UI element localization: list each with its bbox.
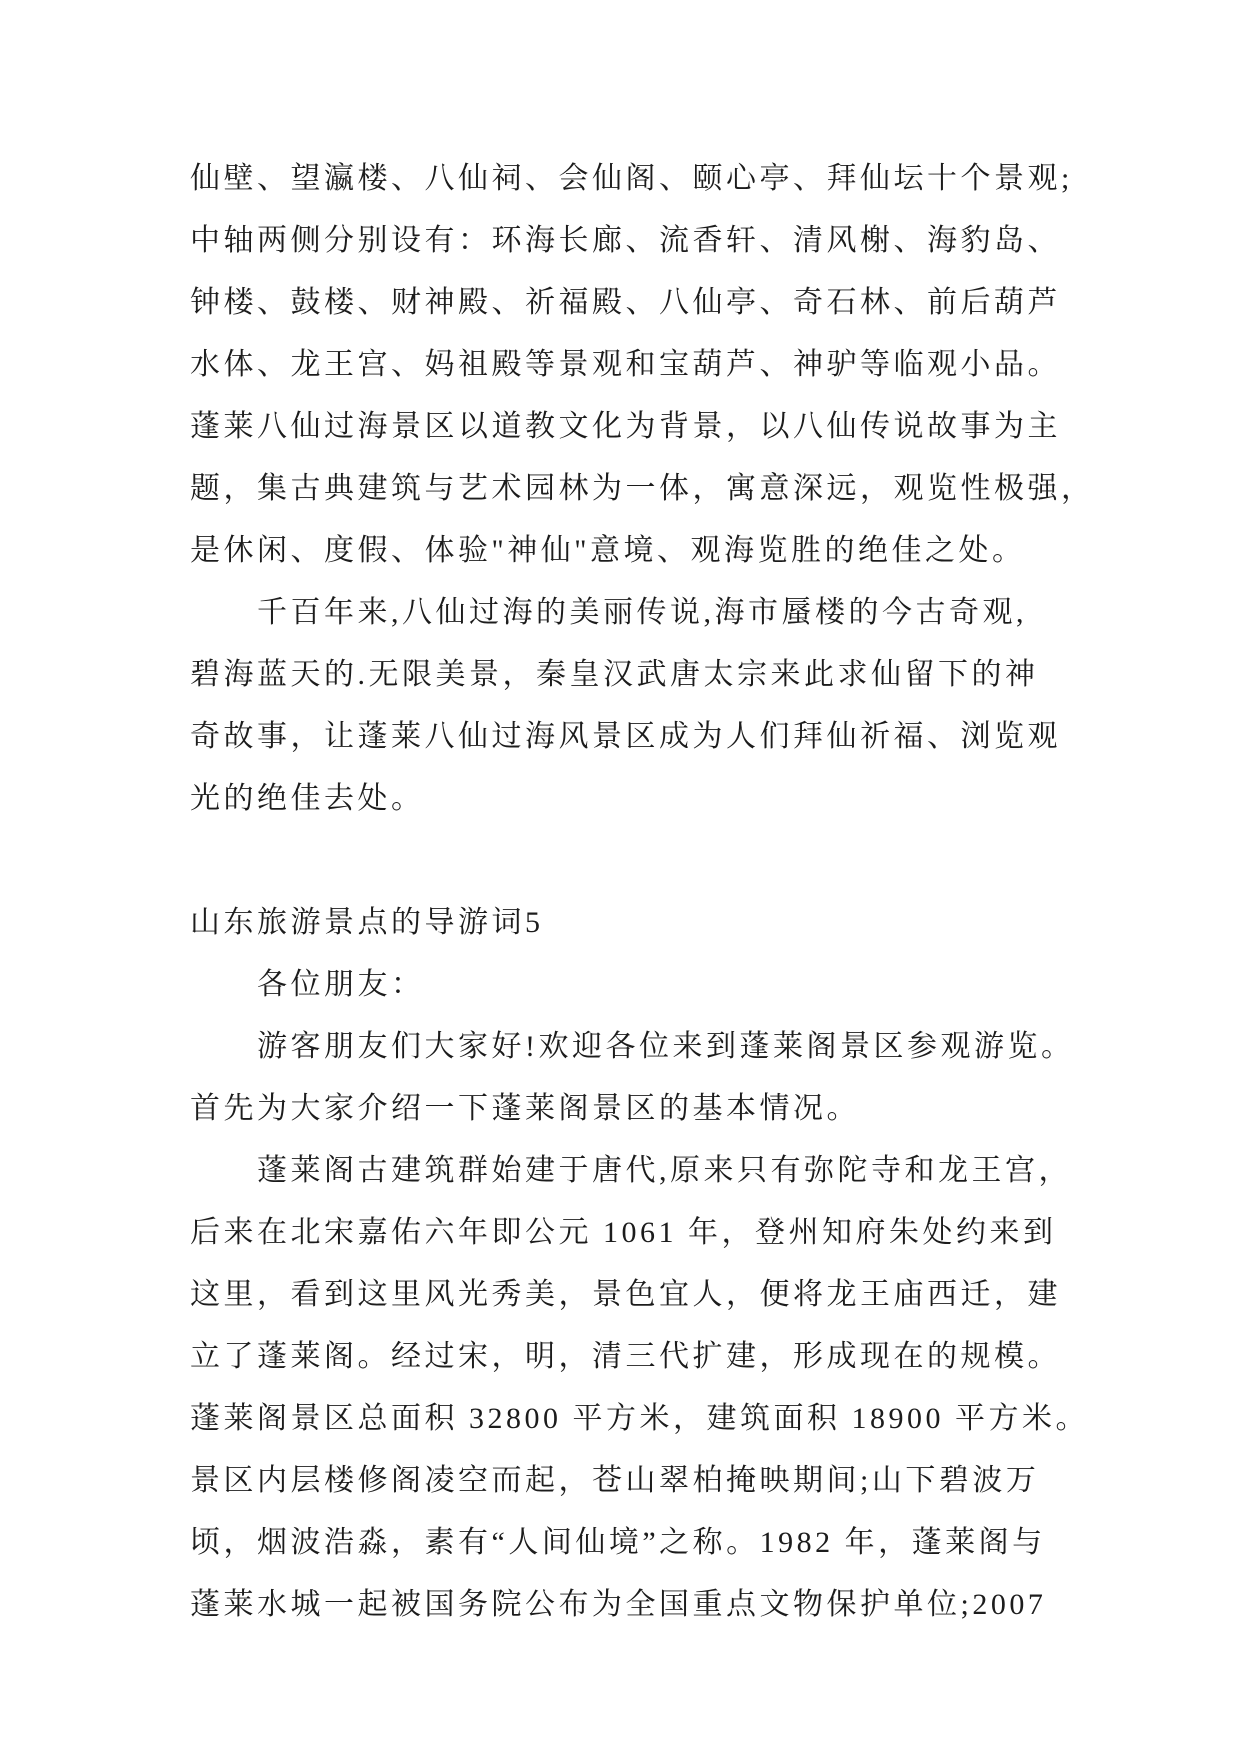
text-line: 奇故事，让蓬莱八仙过海风景区成为人们拜仙祈福、浏览观 — [190, 720, 1061, 753]
document-body — [190, 148, 1095, 1636]
text-line: 碧海蓝天的.无限美景，秦皇汉武唐太宗来此求仙留下的神 — [190, 658, 1039, 691]
text-line: 题，集古典建筑与艺术园林为一体，寓意深远，观览性极强， — [190, 472, 1095, 505]
paragraph-closing — [190, 582, 1090, 830]
section-title: 山东旅游景点的导游词5 — [190, 906, 544, 939]
text-line: 中轴两侧分别设有：环海长廊、流香轩、清风榭、海豹岛、 — [190, 224, 1061, 257]
text-line: 蓬莱阁景区总面积 32800 平方米，建筑面积 18900 平方米。 — [190, 1402, 1089, 1435]
paragraph-welcome — [190, 1016, 1090, 1140]
text-line: 蓬莱八仙过海景区以道教文化为背景，以八仙传说故事为主 — [190, 410, 1061, 443]
text-line: 立了蓬莱阁。经过宋，明，清三代扩建，形成现在的规模。 — [190, 1340, 1061, 1373]
text-line: 千百年来,八仙过海的美丽传说,海市蜃楼的今古奇观, — [257, 596, 1027, 629]
text-line: 蓬莱阁古建筑群始建于唐代,原来只有弥陀寺和龙王宫， — [257, 1154, 1072, 1187]
paragraph-history — [190, 1140, 1090, 1636]
text-line: 仙壁、望瀛楼、八仙祠、会仙阁、颐心亭、拜仙坛十个景观; — [190, 162, 1073, 195]
text-line: 这里，看到这里风光秀美，景色宜人，便将龙王庙西迁，建 — [190, 1278, 1061, 1311]
text-line: 是休闲、度假、体验"神仙"意境、观海览胜的绝佳之处。 — [190, 534, 1026, 567]
text-line: 游客朋友们大家好!欢迎各位来到蓬莱阁景区参观游览。 — [257, 1030, 1075, 1063]
text-line: 光的绝佳去处。 — [190, 782, 425, 815]
text-line: 顷，烟波浩淼，素有“人间仙境”之称。1982 年，蓬莱阁与 — [190, 1526, 1046, 1559]
text-line: 后来在北宋嘉佑六年即公元 1061 年，登州知府朱处约来到 — [190, 1216, 1057, 1249]
text-line: 钟楼、鼓楼、财神殿、祈福殿、八仙亭、奇石林、前后葫芦 — [190, 286, 1061, 319]
greeting: 各位朋友： — [257, 968, 425, 1001]
paragraph-scenic-features — [190, 148, 1095, 582]
text-line: 水体、龙王宫、妈祖殿等景观和宝葫芦、神驴等临观小品。 — [190, 348, 1061, 381]
text-line: 首先为大家介绍一下蓬莱阁景区的基本情况。 — [190, 1092, 860, 1125]
text-line: 蓬莱水城一起被国务院公布为全国重点文物保护单位;2007 — [190, 1588, 1047, 1621]
text-line: 景区内层楼修阁凌空而起，苍山翠柏掩映期间;山下碧波万 — [190, 1464, 1040, 1497]
blank-line — [190, 830, 1090, 892]
